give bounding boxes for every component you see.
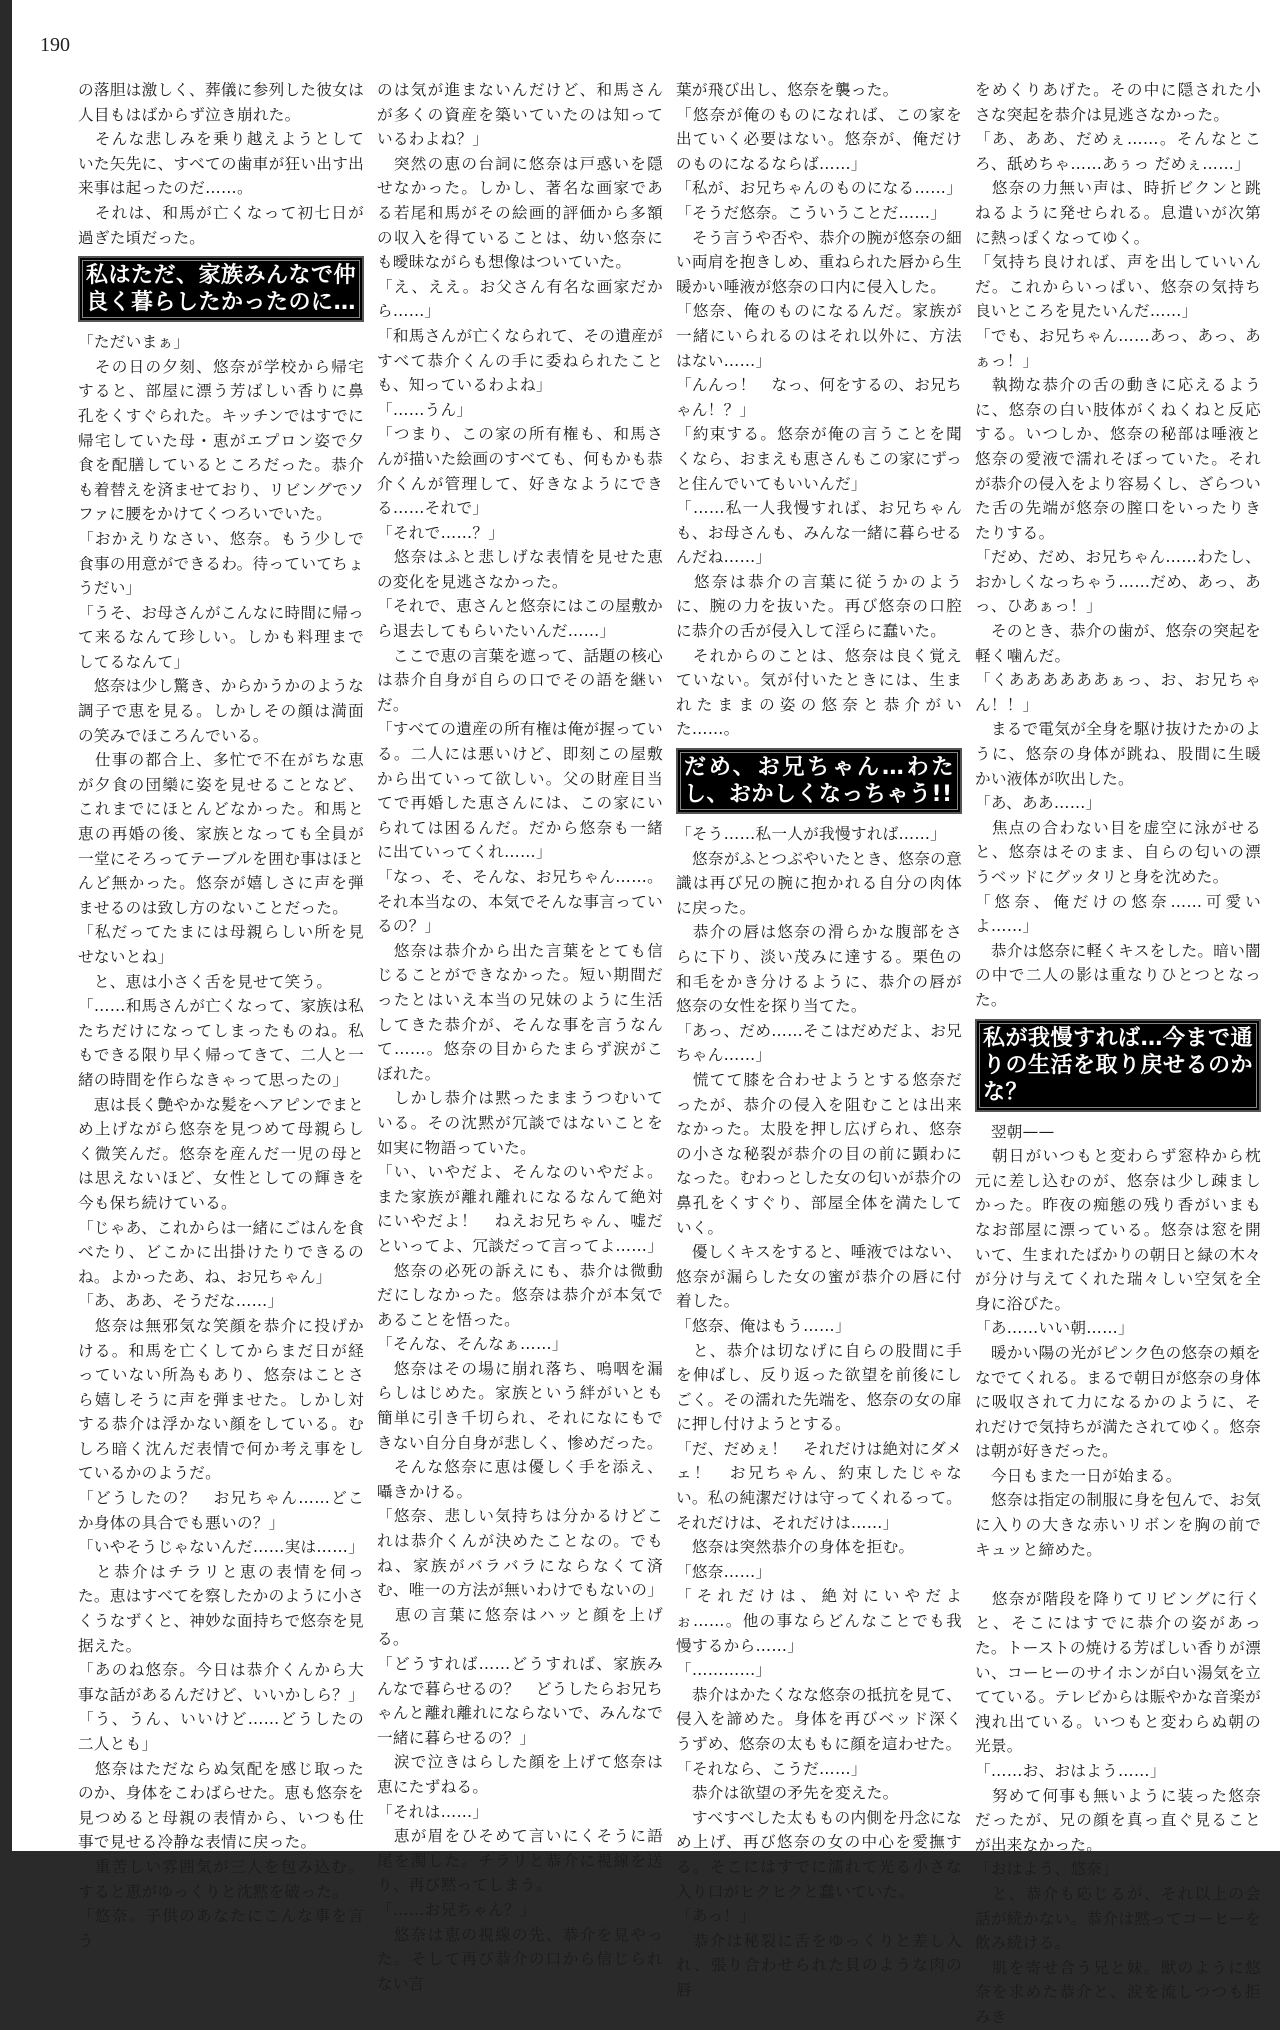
paragraph: 「そんな、そんなぁ……」: [377, 1335, 568, 1354]
paragraph: 「じゃあ、これからは一緒にごはんを食べたり、どこかに出掛けたりできるのね。よかったあ、ね、お兄ちゃん」: [78, 1218, 364, 1286]
paragraph: 悠奈はその場に崩れ落ち、嗚咽を漏らしはじめた。家族という絆がいとも簡単に引き千切られ、それになにもできない自分自身が悲しく、惨めだった。: [377, 1359, 663, 1452]
paragraph: 恭介の唇は悠奈の滑らかな腹部をさらに下り、淡い茂みに達する。栗色の和毛をかき分けるように、恭介の唇が悠奈の女性を探り当てた。: [676, 923, 962, 1016]
paragraph: 今日もまた一日が始まる。: [975, 1466, 1182, 1485]
paragraph: 「どうすれば……どうすれば、家族みんなで暮らせるの？ どうしたらお兄ちゃんと離れ離れにならないで、みんなで一緒に暮らせるの？」: [377, 1655, 663, 1747]
paragraph: の落胆は激しく、葬儀に参列した彼女は人目もはばからず泣き崩れた。: [78, 81, 364, 124]
paragraph: 「あ、ああ……」: [975, 794, 1102, 813]
paragraph: [975, 1562, 1261, 1587]
paragraph: 「つまり、この家の所有権も、和馬さんが描いた絵画のすべても、何もかも恭介くんが管理して、好きなようにできる……それで」: [377, 425, 663, 518]
paragraph: 「おはよう、悠奈」: [975, 1860, 1119, 1879]
paragraph: 悠奈はふと悲しげな表情を見せた恵の変化を見逃さなかった。: [377, 548, 663, 591]
paragraph: ここで恵の言葉を遮って、話題の核心は恭介自身が自らの口でその語を継いだ。: [377, 646, 663, 714]
paragraph: 悠奈は少し驚き、からかうかのような調子で恵を見る。しかしその顔は満面の笑みでほころんでいる。: [78, 677, 364, 745]
paragraph: 葉が飛び出し、悠奈を襲った。: [676, 81, 899, 99]
paragraph: 「私だってたまには母親らしい所を見せないとね」: [78, 923, 364, 966]
paragraph: 「悠奈、俺だけの悠奈……可愛いよ……」: [975, 892, 1261, 936]
paragraph: 悠奈は恵の視線の先、恭介を見やった。そして再び恭介の口から信じられない言: [377, 1925, 663, 1993]
section-heading: 私が我慢すれば…今まで通りの生活を取り戻せるのかな？: [975, 1019, 1261, 1112]
paragraph: 「んんっ！ なっ、何をするの、お兄ちゃん！？」: [676, 376, 962, 419]
paragraph: 「……うん」: [377, 400, 473, 419]
paragraph: 執拗な恭介の舌の動きに応えるように、悠奈の白い肢体がくねくねと反応する。いつしか、悠奈の秘部は唾液と悠奈の愛液で濡れそぼっていた。それが恭介の侵入をより容易くし、ざらついた舌の先端が悠奈の膣口をいったりきたりする。: [975, 376, 1261, 542]
paragraph: 「おかえりなさい、悠奈。もう少しで食事の用意ができるわ。待っていてちょうだい」: [78, 529, 364, 598]
paragraph: 重苦しい雰囲気が三人を包み込む。すると恵がゆっくりと沈黙を破った。: [78, 1857, 364, 1901]
paragraph: 「え、ええ。お父さん有名な画家だから……」: [377, 277, 663, 321]
paragraph: 「でも、お兄ちゃん……あっ、あっ、あぁっ！」: [975, 326, 1261, 370]
paragraph: 慌てて膝を合わせようとする悠奈だったが、恭介の侵入を阻むことは出来なかった。太股を押し広げられ、悠奈の小さな秘裂が恭介の目の前に顕わになった。むわっとした女の匂いが恭介の鼻孔をくすぐり、部屋全体を満たしていく。: [676, 1070, 962, 1237]
paragraph: 恭介は悠奈に軽くキスをした。暗い闇の中で二人の影は重なりひとつとなった。: [975, 941, 1261, 1009]
paragraph: 「……和馬さんが亡くなって、家族は私たちだけになってしまったものね。私もできる限り早く帰ってきて、二人と一緒の時間を作らなきゃって思ったの」: [78, 997, 364, 1089]
paragraph: 「それだけは、絶対にいやだよぉ……。他の事ならどんなことでも我慢するから……」: [676, 1587, 962, 1655]
paragraph: 「悠奈、俺はもう……」: [676, 1316, 851, 1335]
paragraph: 「どうしたの？ お兄ちゃん……どこか身体の具合でも悪いの？」: [78, 1489, 364, 1532]
paragraph: 仕事の都合上、多忙で不在がちな恵が夕食の団欒に姿を見せることなど、これまでにほとんどなかった。和馬と恵の再婚の後、家族となっても全員が一堂にそろってテーブルを囲む事はほとんど無かった。悠奈が嬉しさに声を弾ませるのは致し方のないことだった。: [78, 751, 364, 917]
paragraph: 「すべての遺産の所有権は俺が握っている。二人には悪いけど、即刻この屋敷から出ていって欲しい。父の財産目当てで再婚した恵さんには、この家にいられては困るんだ。だから悠奈も一緒に出ていってくれ……」: [377, 720, 663, 862]
paragraph: 涙で泣きはらした顔を上げて悠奈は恵にたずねる。: [377, 1753, 663, 1796]
paragraph: のは気が進まないんだけど、和馬さんが多くの資産を築いていたのは知っているわよね？」: [377, 81, 663, 149]
paragraph: 「そう……私一人が我慢すれば……」: [676, 825, 947, 844]
paragraph: 悠奈は突然恭介の身体を拒む。: [676, 1538, 915, 1557]
paragraph: 恵が眉をひそめて言いにくそうに語尾を濁した。チラリと恭介に視線を送り、再び黙ってしまう。: [377, 1827, 663, 1895]
paragraph: 「悠奈……」: [676, 1562, 772, 1581]
paragraph: 「あ……いい朝……」: [975, 1319, 1134, 1338]
paragraph: 悠奈は無邪気な笑顔を恭介に投げかける。和馬を亡くしてからまだ日が経っていない所為もあり、悠奈はことさら嬉しそうに声を弾ませた。しかし対する恭介は浮かない顔をしている。むしろ暗く沈んだ表情で何か考え事をしているかのようだ。: [78, 1316, 364, 1483]
paragraph: そのとき、恭介の歯が、悠奈の突起を軽く噛んだ。: [975, 622, 1261, 665]
paragraph: 突然の恵の台詞に悠奈は戸惑いを隠せなかった。しかし、著名な画家である若尾和馬がその絵画的評価から多額の収入を得ていることは、幼い悠奈にも曖昧ながらも想像はついていた。: [377, 154, 663, 272]
paragraph: 恵は長く艶やかな髪をヘアピンでまとめ上げながら悠奈を見つめて母親らしく微笑んだ。悠奈を産んだ一児の母とは思えないほど、女性としての輝きを今も保ち続けている。: [78, 1095, 364, 1212]
magazine-page: [12, 0, 1280, 2026]
paragraph: 「だ、だめぇ！ それだけは絶対にダメェ！ お兄ちゃん、約束したじゃない。私の純潔だけは守ってくれるって。それだけは、それだけは……」: [676, 1439, 962, 1532]
paragraph: 「……お兄ちゃん？」: [377, 1900, 536, 1919]
paragraph: 「なっ、そ、そんな、お兄ちゃん……。それ本当なの、本気でそんな事言っているの？」: [377, 868, 663, 936]
paragraph: 「あ、ああ、そうだな……」: [78, 1292, 284, 1311]
paragraph: そんな悲しみを乗り越えようとしていた矢先に、すべての歯車が狂い出す出来事は起ったのだ……。: [78, 130, 364, 198]
paragraph: 暖かい陽の光がピンク色の悠奈の頬をなでてくれる。まるで朝日が悠奈の身体に吸収されて力になるかのように、それだけで気持ちが満たされてゆく。悠奈は朝が好きだった。: [975, 1343, 1261, 1461]
paragraph: 「……私一人我慢すれば、お兄ちゃんも、お母さんも、みんな一緒に暮らせるんだね……」: [676, 499, 962, 567]
paragraph: 「そうだ悠奈。こういうことだ……」: [676, 203, 947, 222]
paragraph: 「悠奈、俺のものになるんだ。家族が一緒にいられるのはそれ以外に、方法はない……」: [676, 302, 962, 370]
paragraph: 「和馬さんが亡くなられて、その遺産がすべて恭介くんの手に委ねられたことも、知っているわよね」: [377, 326, 663, 395]
paragraph: 悠奈は恭介から出た言葉をとても信じることができなかった。短い期間だったとはいえ本当の兄妹のように生活してきた恭介が、そんな事を言うなんて……。悠奈の目からたまらず涙がこぼれた。: [377, 941, 663, 1083]
paragraph: 「あっ！」: [676, 1907, 756, 1926]
paragraph: 悠奈の必死の訴えにも、恭介は微動だにしなかった。悠奈は恭介が本気であることを悟った。: [377, 1261, 663, 1329]
text-column-1: [78, 78, 365, 1950]
paragraph: をめくりあげた。その中に隠された小さな突起を恭介は見逃さなかった。: [975, 81, 1261, 124]
paragraph: 「あっ、だめ……そこはだめだよ、お兄ちゃん……」: [676, 1021, 962, 1065]
paragraph: 翌朝——: [975, 1122, 1055, 1141]
section-heading: だめ、お兄ちゃん…わたし、おかしくなっちゃう!!: [676, 748, 962, 814]
paragraph: 優しくキスをすると、唾液ではない、悠奈が漏らした女の蜜が恭介の唇に付着した。: [676, 1243, 962, 1311]
text-column-3: [676, 78, 963, 1999]
paragraph: 「私が、お兄ちゃんのものになる……」: [676, 179, 963, 198]
paragraph: 朝日がいつもと変わらず窓枠から枕元に差し込むのが、悠奈は少し疎ましかった。昨夜の痴態の残り香がいまもなお部屋に漂っている。悠奈は窓を開いて、生まれたばかりの朝日と緑の木々が分け与えてくれた瑞々しい空気を全身に浴びた。: [975, 1147, 1261, 1313]
paragraph: 「それで、恵さんと悠奈にはこの屋敷から退去してもらいたいんだ……」: [377, 597, 663, 641]
paragraph: 「悠奈、悲しい気持ちは分かるけどこれは恭介くんが決めたことなの。でもね、家族がバラバラにならなくて済む、唯一の方法が無いわけでもないの」: [377, 1507, 664, 1600]
page-number: 190: [40, 34, 70, 56]
paragraph: 恭介は欲望の矛先を変えた。: [676, 1784, 899, 1803]
paragraph: 悠奈がふとつぶやいたとき、悠奈の意識は再び兄の腕に抱かれる自分の肉体に戻った。: [676, 849, 962, 917]
paragraph: そう言うや否や、恭介の腕が悠奈の細い両肩を抱きしめ、重ねられた唇から生暖かい唾液が悠奈の口内に侵入した。: [676, 228, 962, 296]
paragraph: すべすべした太ももの内側を丹念になめ上げ、再び悠奈の女の中心を愛撫する。そこにはすでに濡れて光る小さな入り口がヒクヒクと蠢いていた。: [676, 1808, 962, 1901]
paragraph: 「あのね悠奈。今日は恭介くんから大事な話があるんだけど、いいかしら？」: [78, 1661, 365, 1704]
paragraph: と、恭介は切なげに自らの股間に手を伸ばし、反り返った欲望を前後にしごく。その濡れた先端を、悠奈の女の扉に押し付けようとする。: [676, 1341, 962, 1434]
paragraph: 「ただいまぁ」: [78, 333, 190, 352]
paragraph: 悠奈が階段を降りてリビングに行くと、そこにはすでに恭介の姿があった。トーストの焼ける芳ばしい香りが漂い、コーヒーのサイホンが白い湯気を立てている。テレビからは賑やかな音楽が洩れ出ている。いつもと変わらぬ朝の光景。: [975, 1589, 1261, 1756]
paragraph: 「だめ、だめ、お兄ちゃん……わたし、おかしくなっちゃう……だめ、あっ、あっ、ひあぁっ！」: [975, 548, 1261, 616]
paragraph: 「…………」: [676, 1661, 772, 1680]
paragraph: と、恵は小さく舌を見せて笑う。: [78, 972, 333, 991]
paragraph: 「悠奈が俺のものになれば、この家を出ていく必要はない。悠奈が、俺だけのものになるならば……」: [676, 105, 962, 173]
paragraph: 恭介は秘裂に舌をゆっくりと差し入れ、張り合わせられた貝のような肉の唇: [676, 1931, 962, 1999]
paragraph: それからのことは、悠奈は良く覚えていない。気が付いたときには、生まれたままの姿の悠奈と恭介がいた……。: [676, 646, 962, 739]
paragraph: 「あ、ああ、だめぇ……。そんなところ、舐めちゃ……あぅっ だめぇ……」: [975, 130, 1261, 173]
paragraph: 恵の言葉に悠奈はハッと顔を上げる。: [377, 1605, 663, 1649]
paragraph: 「うそ、お母さんがこんなに時間に帰って来るなんて珍しい。しかも料理までしてるなんて」: [78, 603, 364, 671]
paragraph: その日の夕刻、悠奈が学校から帰宅すると、部屋に漂う芳ばしい香りに鼻孔をくすぐられた。キッチンではすでに帰宅していた母・恵がエプロン姿で夕食を配膳しているところだった。恭介も着替えを済ませており、リビングでソファに腰をかけてくつろいでいた。: [78, 357, 364, 524]
section-heading: 私はただ、家族みんなで仲良く暮らしたかったのに…: [78, 256, 364, 322]
paragraph: 恭介はかたくなな悠奈の抵抗を見て、侵入を諦めた。身体を再びベッド深くうずめ、悠奈の太ももに顔を這わせた。: [676, 1685, 962, 1753]
paragraph: 努めて何事も無いように装った悠奈だったが、兄の顔を真っ直ぐ見ることが出来なかった。: [975, 1786, 1261, 1854]
paragraph: 肌を寄せ合う兄と妹。獣のように悠奈を求めた恭介と、涙を流しつつも拒みき: [975, 1958, 1261, 2026]
paragraph: 「気持ち良ければ、声を出していいんだ。これからいっぱい、悠奈の気持ち良いところを見たいんだ……」: [975, 253, 1261, 321]
paragraph: それは、和馬が亡くなって初七日が過ぎた頃だった。: [78, 203, 364, 247]
paragraph: 「……お、おはよう……」: [975, 1762, 1166, 1780]
paragraph: 「それなら、こうだ……」: [676, 1759, 867, 1778]
paragraph: 焦点の合わない目を虚空に泳がせると、悠奈はそのまま、自らの匂いの漂うベッドにグッタリと身を沈めた。: [975, 818, 1261, 886]
text-column-2: [377, 78, 664, 1993]
paragraph: まるで電気が全身を駆け抜けたかのように、悠奈の身体が跳ね、股間に生暖かい液体が吹出した。: [975, 720, 1261, 788]
paragraph: そんな悠奈に恵は優しく手を添え、囁きかける。: [377, 1458, 663, 1501]
paragraph: しかし恭介は黙ったままうつむいている。その沈黙が冗談ではないことを如実に物語っていた。: [377, 1089, 663, 1157]
paragraph: 悠奈はただならぬ気配を感じ取ったのか、身体をこわばらせた。恵も悠奈を見つめると母親の表情から、いつも仕事で見せる冷静な表情に戻った。: [78, 1759, 364, 1852]
paragraph: と、恭介も応じるが、それ以上の会話が続かない。恭介は黙ってコーヒーを飲み続ける。: [975, 1884, 1261, 1953]
paragraph: 「い、いやだよ、そんなのいやだよ。また家族が離れ離れになるなんて絶対にいやだよ！ ねえお兄ちゃん、嘘だといってよ、冗談だって言ってよ……」: [377, 1163, 664, 1255]
paragraph: と恭介はチラリと恵の表情を伺った。恵はすべてを察したかのように小さくうなずくと、神妙な面持ちで悠奈を見据えた。: [78, 1562, 364, 1655]
paragraph: 「くああああああぁっ、お、お兄ちゃん！！」: [975, 671, 1261, 714]
paragraph: 「悠奈。子供のあなたにこんな事を言う: [78, 1907, 364, 1950]
paragraph: 「いやそうじゃないんだ……実は……」: [78, 1538, 365, 1557]
text-column-4: [975, 78, 1261, 2026]
paragraph: 悠奈の力無い声は、時折ビクンと跳ねるように発せられる。息遣いが次第に熱っぽくなってゆく。: [975, 179, 1261, 247]
paragraph: 「それは……」: [377, 1802, 489, 1821]
paragraph: 「約束する。悠奈が俺の言うことを聞くなら、おまえも恵さんもこの家にずっと住んでいてもいいんだ」: [676, 425, 962, 493]
paragraph: 「それで……？」: [377, 523, 505, 542]
paragraph: 「う、うん、いいけど……どうしたの二人とも」: [78, 1710, 364, 1753]
paragraph: 悠奈は恭介の言葉に従うかのように、腕の力を抜いた。再び悠奈の口腔に恭介の舌が侵入して淫らに蠢いた。: [676, 572, 962, 641]
paragraph: 悠奈は指定の制服に身を包んで、お気に入りの大きな赤いリボンを胸の前でキュッと締めた。: [975, 1491, 1261, 1559]
